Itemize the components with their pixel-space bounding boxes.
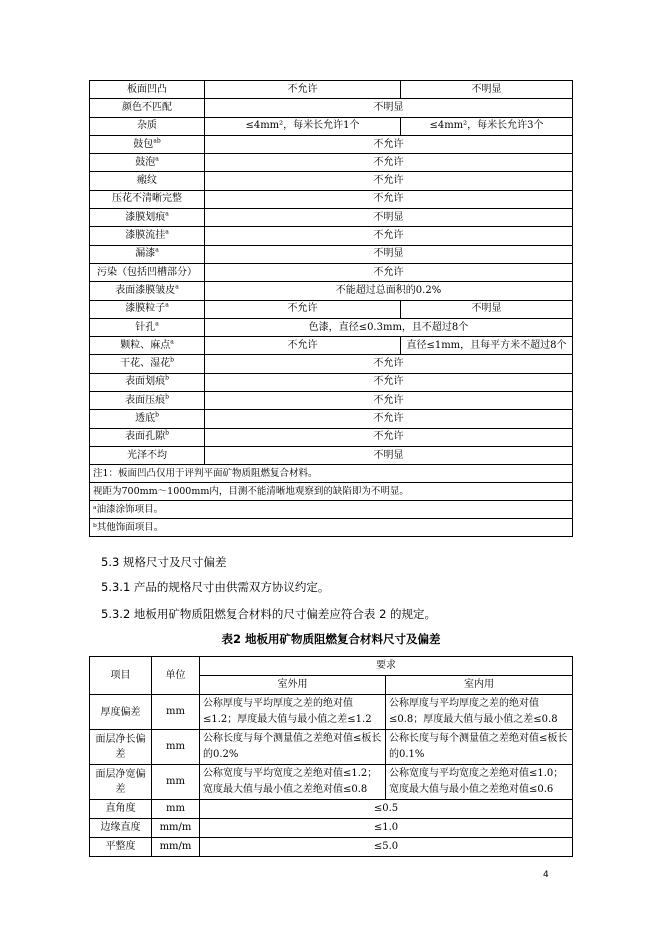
clause-5-3-1: 5.3.1 产品的规格尺寸由供需双方协议约定。 — [101, 580, 330, 594]
indoor-requirement-cell: 公称厚度与平均厚度之差的绝对值≤0.8；厚度最大值与最小值之差≤0.8 — [386, 695, 573, 730]
table-note-row — [90, 483, 573, 501]
table-row — [90, 282, 573, 300]
defect-name: 透底$^b$ — [90, 410, 205, 428]
requirement-cell: 不允许 — [205, 373, 573, 391]
defect-name: 污染（包括凹槽部分） — [90, 263, 205, 281]
requirement-cell: 不允许 — [205, 337, 401, 355]
header-unit: 单位 — [152, 657, 200, 695]
table-row — [90, 263, 573, 281]
requirement-cell: 不明显 — [205, 99, 573, 117]
unit-cell: mm — [152, 730, 200, 765]
requirement-cell: 不明显 — [205, 446, 573, 464]
table-row — [90, 117, 573, 135]
requirement-cell: 不允许 — [205, 428, 573, 446]
unit-cell: mm — [152, 765, 200, 800]
defect-name: 针孔$^a$ — [90, 318, 205, 336]
requirement-cell: ≤4mm²，每米长允许1个 — [205, 117, 401, 135]
defect-name: 压花不清晰完整 — [90, 190, 205, 208]
table-row — [90, 300, 573, 318]
defect-name: 鼓泡$^a$ — [90, 154, 205, 172]
requirement-cell: 不允许 — [205, 135, 573, 153]
defect-name: 表面划痕$^b$ — [90, 373, 205, 391]
table-row — [90, 172, 573, 190]
defect-name: 表面漆膜皱皮$^a$ — [90, 282, 205, 300]
table-row — [90, 800, 573, 819]
header-item: 项目 — [90, 657, 152, 695]
defect-name: 颗粒、麻点$^a$ — [90, 337, 205, 355]
defect-name: 漏漆$^a$ — [90, 245, 205, 263]
table-row — [90, 428, 573, 446]
table-row — [90, 446, 573, 464]
table-row — [90, 154, 573, 172]
requirement-cell: 直径≤1mm，且每平方米不超过8个 — [401, 337, 573, 355]
header-outdoor: 室外用 — [200, 676, 386, 695]
requirement-cell: 不允许 — [205, 300, 401, 318]
table-row — [90, 373, 573, 391]
section-heading-5-3: 5.3 规格尺寸及尺寸偏差 — [101, 555, 227, 569]
requirement-cell: ≤4mm²，每米长允许3个 — [401, 117, 573, 135]
indoor-requirement-cell: 公称宽度与平均宽度之差绝对值≤1.0；宽度最大值与最小值之差绝对值≤0.6 — [386, 765, 573, 800]
item-cell: 面层净宽偏差 — [90, 765, 152, 800]
requirement-cell: 不允许 — [205, 392, 573, 410]
header-indoor: 室内用 — [386, 676, 573, 695]
table-note-row — [90, 465, 573, 483]
table-row — [90, 765, 573, 800]
value-cell: ≤5.0 — [200, 838, 573, 857]
value-cell: ≤1.0 — [200, 819, 573, 838]
outdoor-requirement-cell: 公称厚度与平均厚度之差的绝对值≤1.2；厚度最大值与最小值之差≤1.2 — [200, 695, 386, 730]
item-cell: 厚度偏差 — [90, 695, 152, 730]
requirement-cell: 不允许 — [205, 227, 573, 245]
table2-header-row — [90, 657, 573, 676]
table-row — [90, 227, 573, 245]
requirement-cell: 不明显 — [205, 209, 573, 227]
defect-name: 表面孔隙$^b$ — [90, 428, 205, 446]
table-note-row — [90, 519, 573, 537]
table-row — [90, 730, 573, 765]
table-row — [90, 337, 573, 355]
requirement-cell: 色漆，直径≤0.3mm，且不超过8个 — [205, 318, 573, 336]
table-note: 视距为700mm～1000mm内，目测不能清晰地观察到的缺陷即为不明显。 — [90, 483, 573, 501]
table-row — [90, 135, 573, 153]
item-cell: 面层净长偏差 — [90, 730, 152, 765]
defect-name: 鼓包$^{ab}$ — [90, 135, 205, 153]
requirement-cell: 不允许 — [205, 154, 573, 172]
requirement-cell: 不允许 — [205, 172, 573, 190]
table-row — [90, 410, 573, 428]
value-cell: ≤0.5 — [200, 800, 573, 819]
defect-name: 漆膜流挂$^a$ — [90, 227, 205, 245]
table-row — [90, 355, 573, 373]
table-row — [90, 81, 573, 99]
defect-name: 漆膜划痕$^a$ — [90, 209, 205, 227]
outdoor-requirement-cell: 公称宽度与平均宽度之差绝对值≤1.2；宽度最大值与最小值之差绝对值≤0.8 — [200, 765, 386, 800]
table-row — [90, 190, 573, 208]
table-note: ᵃ油漆涂饰项目。 — [90, 501, 573, 519]
outdoor-requirement-cell: 公称长度与每个测量值之差绝对值≤板长的0.2% — [200, 730, 386, 765]
defect-name: 板面凹凸 — [90, 81, 205, 99]
table-row — [90, 838, 573, 857]
defect-name: 光泽不均 — [90, 446, 205, 464]
requirement-cell: 不允许 — [205, 355, 573, 373]
requirement-cell: 不明显 — [401, 81, 573, 99]
requirement-cell: 不允许 — [205, 263, 573, 281]
item-cell: 边缘直度 — [90, 819, 152, 838]
table-row — [90, 245, 573, 263]
dimension-deviation-table — [89, 656, 573, 857]
table2-caption: 表2 地板用矿物质阻燃复合材料尺寸及偏差 — [221, 632, 441, 646]
header-requirement: 要求 — [200, 657, 573, 676]
table-note: ᵇ其他饰面项目。 — [90, 519, 573, 537]
defect-name: 瘢纹 — [90, 172, 205, 190]
unit-cell: mm/m — [152, 819, 200, 838]
clause-5-3-2: 5.3.2 地板用矿物质阻燃复合材料的尺寸偏差应符合表 2 的规定。 — [101, 607, 437, 621]
unit-cell: mm — [152, 695, 200, 730]
page-number: 4 — [543, 870, 549, 880]
appearance-quality-table — [89, 80, 573, 537]
indoor-requirement-cell: 公称长度与每个测量值之差绝对值≤板长的0.1% — [386, 730, 573, 765]
unit-cell: mm — [152, 800, 200, 819]
table-note-row — [90, 501, 573, 519]
defect-name: 漆膜粒子$^a$ — [90, 300, 205, 318]
unit-cell: mm/m — [152, 838, 200, 857]
table-row — [90, 318, 573, 336]
table-row — [90, 695, 573, 730]
defect-name: 颜色不匹配 — [90, 99, 205, 117]
table-row — [90, 819, 573, 838]
defect-name: 干花、湿花$^b$ — [90, 355, 205, 373]
item-cell: 直角度 — [90, 800, 152, 819]
requirement-cell: 不允许 — [205, 81, 401, 99]
requirement-cell: 不能超过总面积的0.2% — [205, 282, 573, 300]
table-row — [90, 99, 573, 117]
table-note: 注1：板面凹凸仅用于评判平面矿物质阻燃复合材料。 — [90, 465, 573, 483]
requirement-cell: 不明显 — [401, 300, 573, 318]
defect-name: 表面压痕$^b$ — [90, 392, 205, 410]
item-cell: 平整度 — [90, 838, 152, 857]
requirement-cell: 不允许 — [205, 190, 573, 208]
requirement-cell: 不明显 — [205, 245, 573, 263]
table-row — [90, 209, 573, 227]
requirement-cell: 不允许 — [205, 410, 573, 428]
table-row — [90, 392, 573, 410]
defect-name: 杂质 — [90, 117, 205, 135]
